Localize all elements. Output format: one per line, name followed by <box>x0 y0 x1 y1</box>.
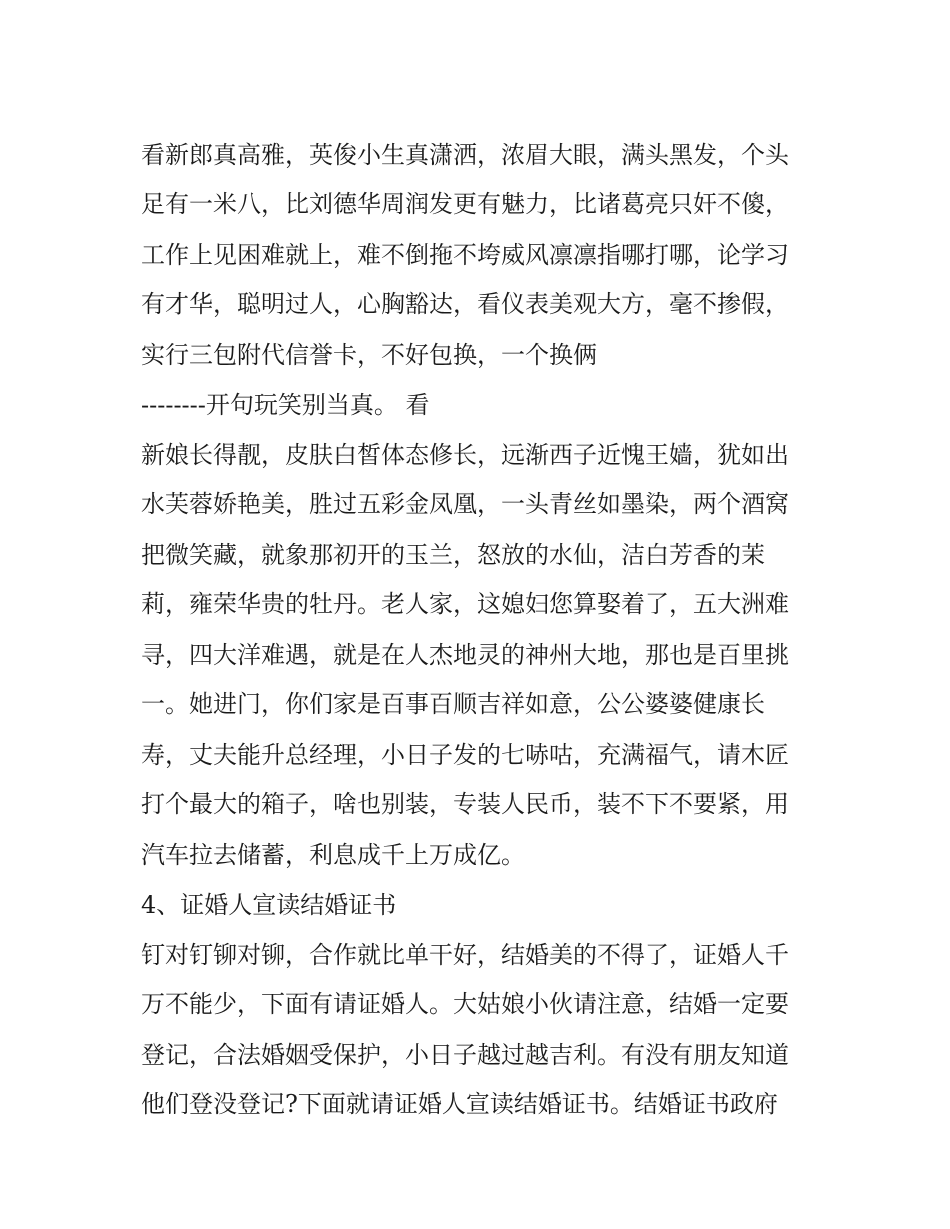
text-line: 把微笑藏，就象那初开的玉兰，怒放的水仙，洁白芳香的茉 <box>141 541 765 569</box>
text-line: 登记，合法婚姻受保护，小日子越过越吉利。有没有朋友知道 <box>141 1041 789 1069</box>
text-line: 有才华，聪明过人，心胸豁达，看仪表美观大方，毫不掺假， <box>141 290 789 318</box>
text-line: 足有一米八，比刘德华周润发更有魅力，比诸葛亮只奸不傻， <box>141 190 789 218</box>
text-line: 看新郎真高雅，英俊小生真潇洒，浓眉大眼，满头黑发，个头 <box>141 141 789 169</box>
text-line: 汽车拉去储蓄，利息成千上万成亿。 <box>141 841 525 869</box>
text-line: 新娘长得靓，皮肤白皙体态修长，远渐西子近愧王嫱，犹如出 <box>141 441 789 469</box>
text-line: 万不能少，下面有请证婚人。大姑娘小伙请注意，结婚一定要 <box>141 990 789 1018</box>
text-line: 莉，雍荣华贵的牡丹。老人家，这媳妇您算娶着了，五大洲难 <box>141 590 789 618</box>
text-line: 水芙蓉娇艳美，胜过五彩金凤凰，一头青丝如墨染，两个酒窝 <box>141 490 789 518</box>
text-line: --------开句玩笑别当真。 看 <box>141 391 430 419</box>
text-line: 寻，四大洋难遇，就是在人杰地灵的神州大地，那也是百里挑 <box>141 641 789 669</box>
text-line: 打个最大的箱子，啥也别装，专装人民币，装不下不要紧，用 <box>141 790 789 818</box>
text-line: 工作上见困难就上，难不倒拖不垮威风凛凛指哪打哪，论学习 <box>141 241 789 269</box>
text-line: 寿，丈夫能升总经理，小日子发的七哧咕，充满福气，请木匠 <box>141 741 789 769</box>
text-line: 实行三包附代信誉卡，不好包换，一个换俩 <box>141 341 597 369</box>
text-line: 钉对钉铆对铆，合作就比单干好，结婚美的不得了，证婚人千 <box>141 941 789 969</box>
section-heading: 4、证婚人宣读结婚证书 <box>141 891 397 919</box>
text-line: 他们登没登记?下面就请证婚人宣读结婚证书。结婚证书政府 <box>141 1090 778 1118</box>
text-line: 一。她进门，你们家是百事百顺吉祥如意，公公婆婆健康长 <box>141 690 765 718</box>
